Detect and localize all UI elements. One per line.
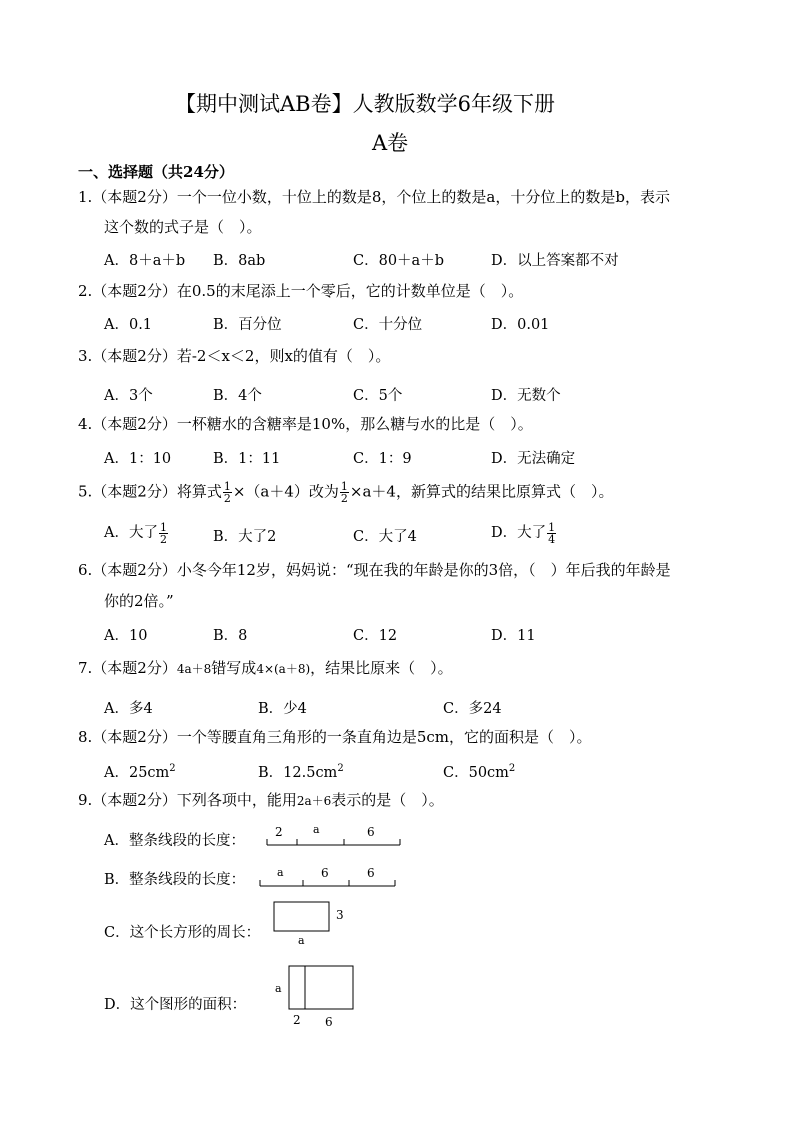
q1-option-d: D．以上答案都不对 — [491, 253, 619, 269]
q2-option-a: A．0.1 — [104, 317, 153, 333]
q6-option-a: A．10 — [104, 628, 148, 644]
q9-option-d: D．这个图形的面积： — [104, 997, 247, 1013]
q8-option-b: B．$12.5cm^2$ — [258, 763, 344, 781]
q5-fraction-2: $\frac{1}{2}$ — [340, 480, 348, 505]
q2-option-d: D．0.01 — [491, 317, 550, 333]
q5-option-b: B．大了2 — [213, 529, 277, 545]
q4-option-d: D．无法确定 — [491, 451, 576, 467]
q4-option-a: A．1：10 — [104, 451, 172, 467]
q9a-label-3: 6 — [367, 825, 375, 839]
question-6-stem-cont: 你的2倍。” — [104, 592, 174, 610]
q5-option-a: A．大了 $\frac{1}{2}$ — [104, 520, 167, 546]
q9c-height-label: 3 — [336, 908, 344, 922]
q2-option-b: B．百分位 — [213, 317, 282, 333]
question-3-stem: 3.（本题2分）若-2＜x＜2，则x的值有（ ）。 — [78, 347, 391, 365]
question-1-stem-cont: 这个数的式子是（ ）。 — [104, 218, 262, 236]
q9-expr: 2a＋6 — [296, 794, 332, 808]
question-2-stem: 2.（本题2分）在0.5的末尾添上一个零后，它的计数单位是（ ）。 — [78, 282, 524, 300]
q8-option-c: C．$50cm^2$ — [443, 763, 516, 781]
q3-option-b: B．4个 — [213, 388, 262, 404]
section-heading: 一、选择题（共24分） — [78, 163, 234, 181]
q7-option-c: C．多24 — [443, 701, 502, 717]
q2-option-c: C．十分位 — [353, 317, 423, 333]
q9-option-b: B．整条线段的长度： — [104, 872, 246, 888]
q1-option-c: C．80＋a＋b — [353, 253, 444, 269]
q9-segment-b — [257, 864, 399, 890]
q8-option-a: A．$25cm^2$ — [104, 763, 176, 781]
q9b-label-1: a — [277, 866, 284, 879]
question-4-stem: 4.（本题2分）一杯糖水的含糖率是10%，那么糖与水的比是（ ）。 — [78, 415, 533, 433]
question-5-stem — [78, 481, 613, 504]
q6-option-d: D．11 — [491, 628, 536, 644]
q3-option-c: C．5个 — [353, 388, 403, 404]
q6-option-b: B．8 — [213, 628, 248, 644]
q5-stem-part-b: ×（a＋4）改为 — [232, 482, 339, 501]
q9d-width-label-2: 6 — [325, 1015, 333, 1029]
question-9-stem: 9.（本题2分）下列各项中，能用2a＋6表示的是（ ）。 — [78, 791, 444, 809]
q4-option-b: B．1：11 — [213, 451, 281, 467]
q9b-label-2: 6 — [321, 866, 329, 880]
q1-option-a: A．8＋a＋b — [104, 253, 186, 269]
question-1-stem: 1.（本题2分）一个一位小数，十位上的数是8，个位上的数是a，十分位上的数是b，表示 — [78, 188, 670, 206]
q5-stem-part-c: ×a＋4，新算式的结果比原算式（ ）。 — [349, 482, 614, 501]
q9a-label-2: a — [313, 823, 320, 836]
q1-option-b: B．8ab — [213, 253, 266, 269]
q9b-label-3: 6 — [367, 866, 375, 880]
q3-option-d: D．无数个 — [491, 388, 561, 404]
q7-expr-1: 4a＋8 — [176, 662, 212, 676]
q9-rectangle-c — [272, 899, 352, 949]
question-8-stem: 8.（本题2分）一个等腰直角三角形的一条直角边是5cm，它的面积是（ ）。 — [78, 728, 592, 746]
q5-fraction-1: $\frac{1}{2}$ — [223, 480, 231, 505]
q9-option-a: A．整条线段的长度： — [104, 833, 245, 849]
question-7-stem: 7.（本题2分）4a＋8错写成4×(a＋8)，结果比原来（ ）。 — [78, 659, 453, 677]
page-title: 【期中测试AB卷】人教版数学6年级下册 — [175, 92, 555, 116]
q9-option-c: C．这个长方形的周长： — [104, 925, 261, 941]
q5-stem-part-a: 5.（本题2分）将算式 — [78, 482, 222, 501]
q9d-width-label-1: 2 — [293, 1013, 301, 1027]
q9c-width-label: a — [298, 934, 305, 947]
q9d-height-label: a — [275, 982, 282, 995]
q7-option-b: B．少4 — [258, 701, 307, 717]
q7-option-a: A．多4 — [104, 701, 153, 717]
q4-option-c: C．1：9 — [353, 451, 412, 467]
q9-figure-d — [270, 960, 360, 1032]
q9-segment-a — [264, 823, 404, 849]
q7-expr-2: 4×(a＋8) — [256, 662, 311, 676]
q9a-label-1: 2 — [275, 825, 283, 839]
page-subtitle: A卷 — [372, 131, 409, 155]
question-6-stem: 6.（本题2分）小冬今年12岁，妈妈说：“现在我的年龄是你的3倍，（ ）年后我的年龄是 — [78, 561, 671, 579]
q6-option-c: C．12 — [353, 628, 398, 644]
q5-option-c: C．大了4 — [353, 529, 417, 545]
q5-option-d: D．大了 $\frac{1}{4}$ — [491, 520, 556, 546]
q3-option-a: A．3个 — [104, 388, 153, 404]
